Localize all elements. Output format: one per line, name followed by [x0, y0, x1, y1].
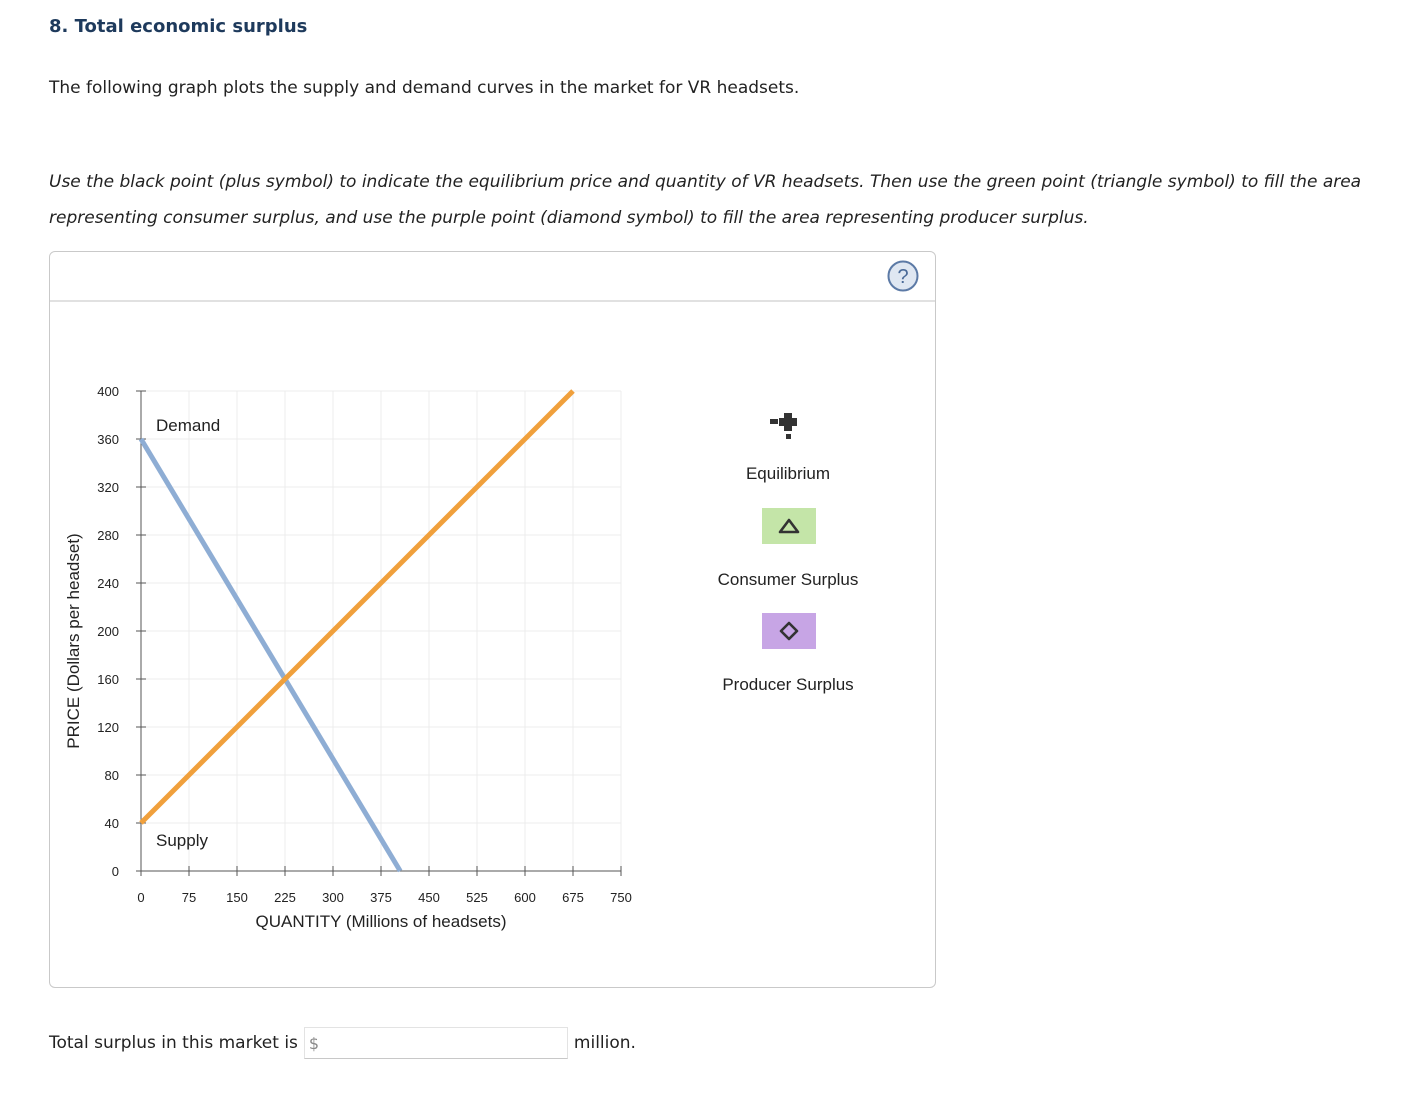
total-surplus-input[interactable] [323, 1028, 567, 1060]
x-tick-label: 675 [562, 890, 584, 905]
grid [141, 391, 621, 871]
legend-label-consumer-surplus: Consumer Surplus [717, 570, 859, 589]
y-tick-label: 320 [97, 480, 119, 495]
demand-label: Demand [156, 416, 221, 435]
x-tick-label: 375 [370, 890, 392, 905]
answer-suffix: million. [573, 1033, 636, 1053]
answer-field-wrapper [304, 1027, 568, 1059]
triangle-icon [777, 516, 801, 536]
x-tick-label: 450 [418, 890, 440, 905]
supply-label: Supply [156, 831, 208, 850]
help-label: ? [897, 266, 909, 288]
y-tick-label: 120 [97, 720, 119, 735]
y-tick-label: 80 [104, 768, 119, 783]
y-axis-label: PRICE (Dollars per headset) [64, 533, 83, 749]
x-tick-label: 600 [514, 890, 536, 905]
answer-prefix: Total surplus in this market is [49, 1033, 298, 1053]
legend-label-producer-surplus: Producer Surplus [722, 675, 854, 694]
y-tick-label: 280 [97, 528, 119, 543]
supply-curve [141, 391, 573, 823]
y-tick-label: 360 [97, 432, 119, 447]
y-tick-label: 400 [97, 384, 119, 399]
answer-row [49, 1026, 636, 1060]
y-tick-label: 40 [104, 816, 119, 831]
x-tick-label: 75 [181, 890, 197, 905]
currency-symbol: $ [308, 1034, 320, 1053]
instructions-text: Use the black point (plus symbol) to indicate the equilibrium price and quantity of VR headsets. Then use the green point (triangle symbol) to fill the area representing consumer surplus, and use the purple point (diamond symbol) to fill the area representing producer surplus. [49, 172, 1362, 228]
x-tick-label: 225 [274, 890, 296, 905]
y-tick-label: 0 [111, 864, 119, 879]
y-tick-label: 200 [97, 624, 119, 639]
consumer-surplus-swatch[interactable] [762, 508, 816, 544]
x-tick-label: 750 [610, 890, 632, 905]
y-tick-label: 160 [97, 672, 119, 687]
producer-surplus-swatch[interactable] [762, 613, 816, 649]
demand-curve [141, 439, 400, 871]
y-tick-label: 240 [97, 576, 119, 591]
page-title: 8. Total economic surplus [49, 16, 308, 37]
graph-panel [49, 251, 936, 988]
axes [136, 391, 621, 876]
x-tick-label: 0 [137, 890, 145, 905]
intro-text: The following graph plots the supply and demand curves in the market for VR headsets. [49, 78, 800, 98]
x-axis-label: QUANTITY (Millions of headsets) [255, 912, 507, 931]
x-tick-label: 525 [466, 890, 488, 905]
equilibrium-plus-icon[interactable] [768, 406, 808, 446]
diamond-icon [777, 619, 801, 643]
x-tick-label: 150 [226, 890, 248, 905]
x-tick-label: 300 [322, 890, 344, 905]
legend-label-equilibrium: Equilibrium [745, 464, 831, 483]
tick-labels [97, 384, 632, 905]
